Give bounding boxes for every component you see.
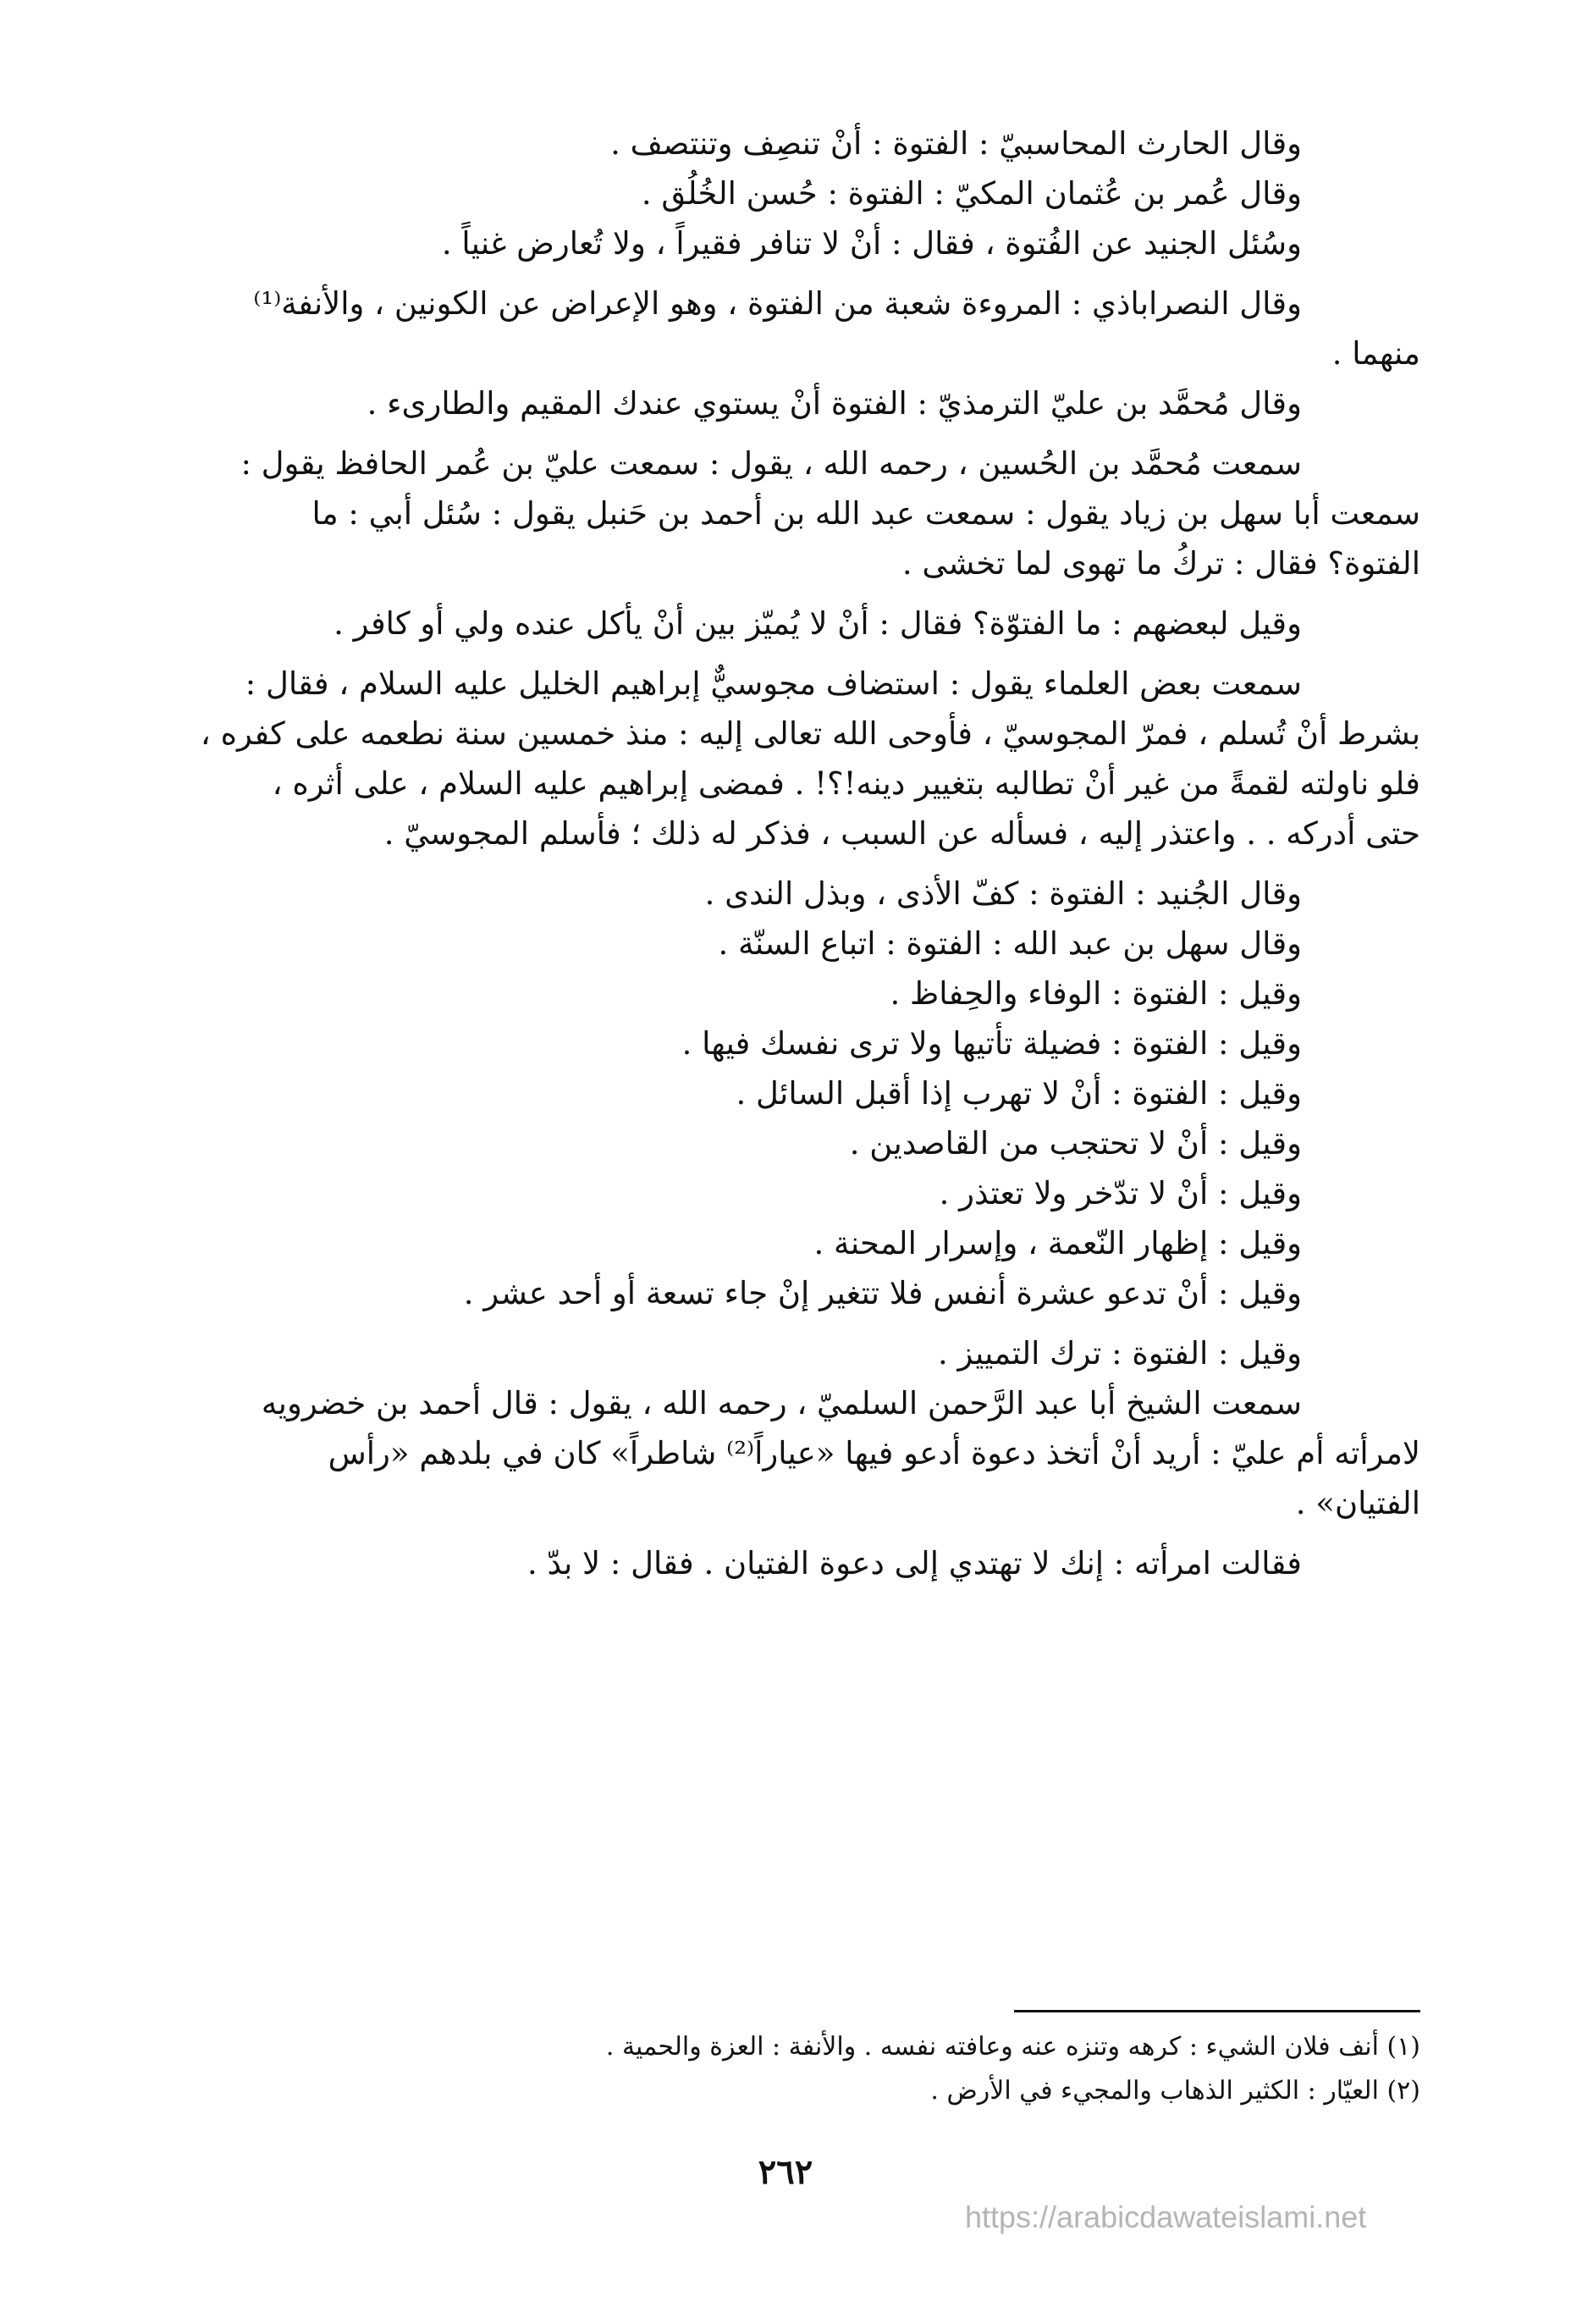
text-line: وقال الحارث المحاسبيّ : الفتوة : أنْ تنصِف وتنتصف . [610,125,1302,162]
watermark-url: https://arabicdawateislami.net [965,2200,1367,2234]
paragraph [63,439,1420,588]
paragraph [63,378,1420,428]
paragraph [63,1328,1420,1378]
text-line: وقيل : أنْ لا تحتجب من القاصدين . [849,1125,1302,1162]
text-line: وقيل : أنْ تدعو عشرة أنفس فلا تتغير إنْ جاء تسعة أو أحد عشر . [463,1275,1302,1311]
paragraph [63,1168,1420,1218]
text-line: سمعت الشيخ أبا عبد الرَّحمن السلميّ ، رحمه الله ، يقول : قال أحمد بن خضرويه [261,1385,1302,1421]
text-line: وقال مُحمَّد بن عليّ الترمذيّ : الفتوة أنْ يستوي عندك المقيم والطارىء . [367,385,1302,422]
footnote-2: (٢) العيّار : الكثير الذهاب والمجيء في الأرض . [930,2076,1420,2106]
paragraph [63,599,1420,649]
paragraph [63,1068,1420,1118]
paragraph [63,119,1420,168]
text-line: وقيل : أنْ لا تدّخر ولا تعتذر . [939,1175,1302,1212]
text-line: حتى أدركه . . واعتذر إليه ، فسأله عن السبب ، فذكر له ذلك ؛ فأسلم المجوسيّ . [383,815,1420,852]
text-line: وقال الجُنيد : الفتوة : كفّ الأذى ، وبذل الندى . [704,875,1302,912]
text-line: سمعت أبا سهل بن زياد يقول : سمعت عبد الله بن أحمد بن حَنبل يقول : سُئل أبي : ما [311,495,1420,532]
text-line: وقال النصراباذي : المروءة شعبة من الفتوة ، وهو الإعراض عن الكونين ، والأنفة⁽¹⁾ [253,285,1302,322]
text-line: وقيل : الفتوة : أنْ لا تهرب إذا أقبل السائل . [736,1075,1302,1112]
main-text [63,119,1420,1588]
text-line: وسُئل الجنيد عن الفُتوة ، فقال : أنْ لا تنافر فقيراً ، ولا تُعارض غنياً . [441,225,1302,262]
text-line: وقال عُمر بن عُثمان المكيّ : الفتوة : حُسن الخُلُق . [641,175,1302,212]
paragraph [63,218,1420,268]
page-number: ٢٦٢ [758,2152,813,2192]
paragraph [63,1538,1420,1588]
paragraph [63,1378,1420,1528]
paragraph [63,1018,1420,1068]
text-line: بشرط أنْ تُسلم ، فمرّ المجوسيّ ، فأوحى الله تعالى إليه : منذ خمسين سنة نطعمه على كفره ، [200,715,1420,752]
text-line: الفتيان» . [1295,1485,1420,1521]
text-line: وقيل لبعضهم : ما الفتوّة؟ فقال : أنْ لا يُميّز بين أنْ يأكل عنده ولي أو كافر . [333,605,1302,642]
paragraph [63,969,1420,1018]
text-line: وقيل : الفتوة : الوفاء والحِفاظ . [890,975,1302,1012]
text-line: وقال سهل بن عبد الله : الفتوة : اتباع السنّة . [718,925,1302,962]
paragraph [63,168,1420,218]
text-line: وقيل : الفتوة : ترك التمييز . [938,1335,1302,1372]
text-line: فقالت امرأته : إنك لا تهتدي إلى دعوة الفتيان . فقال : لا بدّ . [527,1545,1302,1582]
text-line: سمعت مُحمَّد بن الحُسين ، رحمه الله ، يقول : سمعت عليّ بن عُمر الحافظ يقول : [240,445,1302,482]
paragraph [63,1118,1420,1168]
paragraph [63,659,1420,858]
text-line: لامرأته أم عليّ : أريد أنْ أتخذ دعوة أدعو فيها «عياراً⁽²⁾ شاطراً» كان في بلدهم «رأس [328,1435,1420,1471]
text-line: الفتوة؟ فقال : تركُ ما تهوى لما تخشى . [901,545,1420,582]
text-line: وقيل : إظهار النّعمة ، وإسرار المحنة . [813,1225,1302,1261]
text-line: وقيل : الفتوة : فضيلة تأتيها ولا ترى نفسك فيها . [681,1025,1302,1062]
paragraph [63,1218,1420,1268]
text-line: سمعت بعض العلماء يقول : استضاف مجوسيٌّ إبراهيم الخليل عليه السلام ، فقال : [245,665,1302,702]
paragraph [63,869,1420,919]
text-line: منهما . [1331,335,1420,372]
paragraph [63,919,1420,969]
footnote-separator [1014,2010,1420,2012]
paragraph [63,279,1420,378]
footnotes [127,2025,1420,2113]
footnote-1: (١) أنف فلان الشيء : كرهه وتنزه عنه وعافته نفسه . والأنفة : العزة والحمية . [605,2032,1420,2062]
text-line: فلو ناولته لقمةً من غير أنْ تطالبه بتغيير دينه!؟! . فمضى إبراهيم عليه السلام ، على أثره ، [272,765,1420,802]
paragraph [63,1268,1420,1318]
